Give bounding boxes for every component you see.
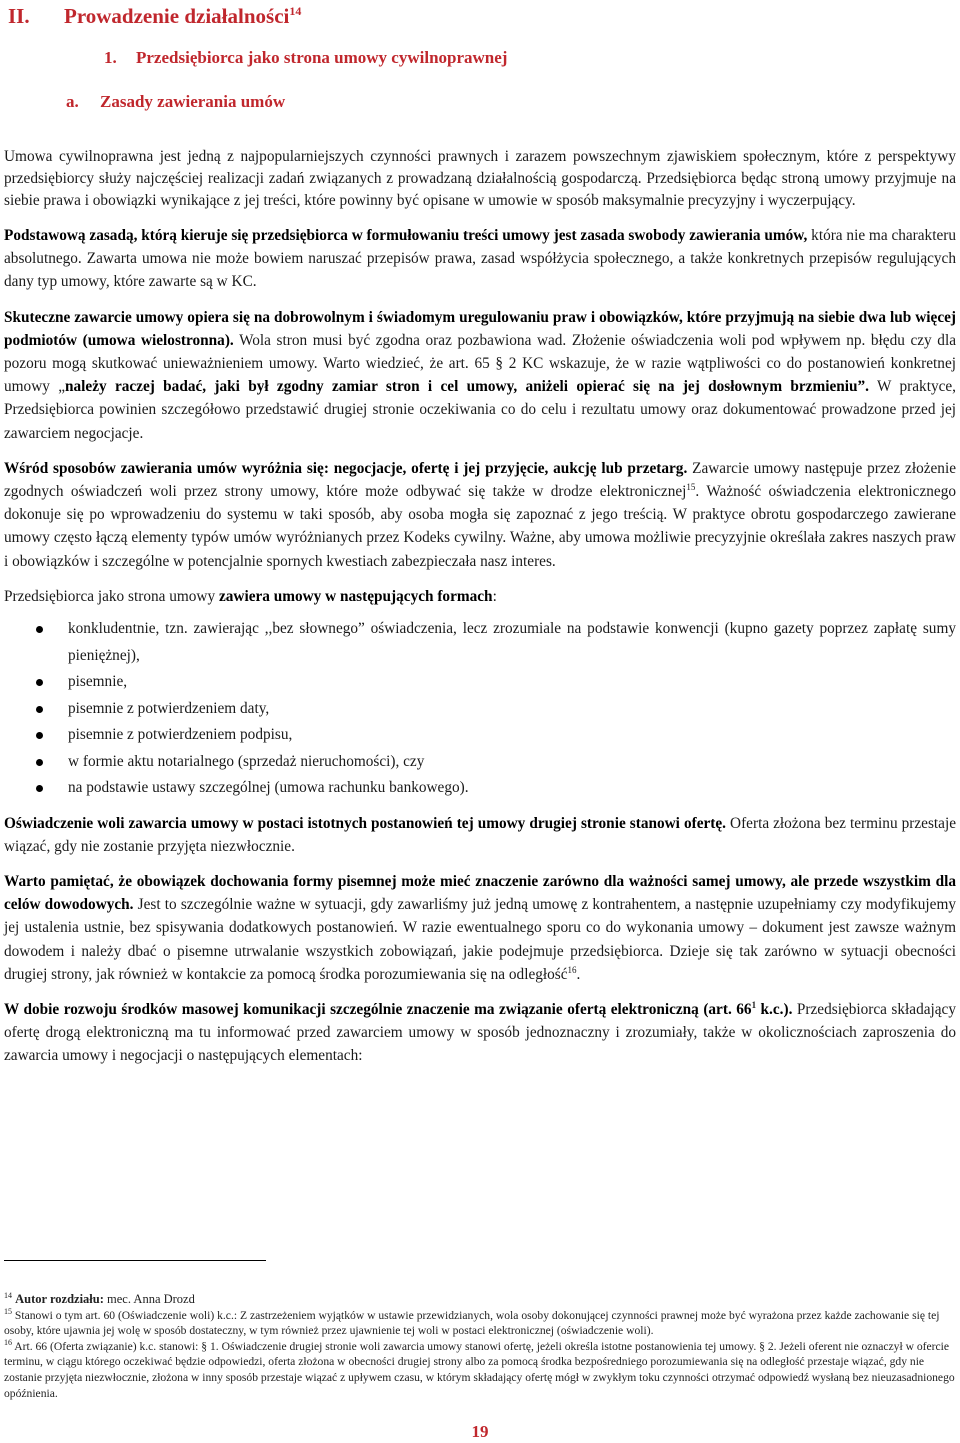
- footnote-divider: [4, 1260, 266, 1261]
- footnote-text: Art. 66 (Oferta związanie) k.c. stanowi: § 1. Oświadczenie drugiej stronie woli zawarcia umowy stanowi ofertę, jeżeli określa istotne postanowienia tej umowy. § 2. Jeżeli oferent nie oznaczył w ofercie terminu, w ciągu którego oczekiwać będzie odpowiedzi, oferta złożona w obecności drugiej strony albo za pomocą środka bezpośredniego porozumiewania się na odległość przestaje wiązać, gdy nie zostanie przyjęta niezwłocznie, złożona w inny sposób przestaje wiązać z upływem czasu, w którym składający ofertę mógł w zwykłym toku czynności otrzymać odpowiedź wysłaną bez nieuzasadnionego opóźnienia.: [4, 1339, 955, 1400]
- paragraph-3-bold-2: należy raczej badać, jaki był zgodny zamiar stron i cel umowy, aniżeli opierać się na jej dosłownym brzmieniu”.: [65, 378, 869, 396]
- list-item-text: pisemnie z potwierdzeniem daty,: [68, 699, 270, 717]
- bullet-icon: [36, 706, 43, 713]
- paragraph-7-tail: .: [576, 965, 581, 983]
- paragraph-7-bold: Warto pamiętać, że obowiązek dochowania formy pisemnej może mieć znaczenie zarówno dla ważności samej umowy, ale przede wszystkim dla celów dowodowych.: [4, 872, 956, 914]
- footnote-number: 14: [4, 1290, 12, 1300]
- list-item-text: na podstawie ustawy szczególnej (umowa rachunku bankowego).: [68, 779, 469, 797]
- paragraph-3: [4, 306, 956, 445]
- footnote-number: 16: [4, 1337, 12, 1347]
- subsection-number: a.: [66, 92, 79, 111]
- paragraph-5-bold: zawiera umowy w następujących formach: [218, 587, 493, 605]
- bullet-icon: [36, 732, 43, 739]
- paragraph-2-text: która nie ma charakteru absolutnego. Zawarta umowa nie może bowiem naruszać przepisów prawa, zasad współżycia społecznego, a także konkretnych przepisów regulujących dany typ umowy, które zawarte są w KC.: [4, 227, 956, 291]
- paragraph-8-sup: 1: [751, 999, 757, 1010]
- body-text: [4, 146, 956, 1080]
- footnote-label: Autor rozdziału:: [15, 1292, 104, 1306]
- chapter-heading: [8, 4, 301, 29]
- paragraph-5-tail: :: [492, 587, 497, 605]
- paragraph-4-text-2: . Ważność oświadczenia elektronicznego dokonuje się po wprowadzeniu do systemu w taki sposób, aby osoba mogła się zapoznać z jego treścią. W praktyce obrotu gospodarczego zawierane umowy często łączą elementy typów umów wyróżnianych przez Kodeks cywilny. Ważne, aby umowa możliwie precyzyjnie określała zakres naszych praw i obowiązków i szczególne w potencjalnie spornych kwestiach zabezpieczała nasz interes.: [4, 483, 956, 570]
- list-item-text: w formie aktu notarialnego (sprzedaż nieruchomości), czy: [68, 752, 425, 770]
- paragraph-4-text-1: Zawarcie umowy następuje przez złożenie zgodnych oświadczeń woli przez strony umowy, które może odbywać się także w drodze elektronicznej: [4, 459, 956, 501]
- chapter-title: Prowadzenie działalności: [64, 4, 290, 28]
- subsection-heading: [66, 92, 285, 112]
- list-item: [4, 722, 956, 749]
- paragraph-3-text-2: W praktyce, Przedsiębiorca powinien szczegółowo przedstawić drugiej stronie oczekiwania co do celu i rezultatu umowy oraz dokumentować prowadzone przed jej zawarciem negocjacje.: [4, 378, 956, 442]
- section-title: Przedsiębiorca jako strona umowy cywilnoprawnej: [136, 48, 508, 67]
- paragraph-4-bold: Wśród sposobów zawierania umów wyróżnia się: negocjacje, ofertę i jej przyjęcie, aukcję lub przetarg.: [4, 459, 688, 477]
- paragraph-3-bold-1: Skuteczne zawarcie umowy opiera się na dobrowolnym i świadomym uregulowaniu praw i obowiązków, które przyjmują na siebie dwa lub więcej podmiotów (umowa wielostronna).: [4, 308, 956, 349]
- paragraph-8: [4, 998, 956, 1068]
- paragraph-5-text: Przedsiębiorca jako strona umowy: [4, 587, 219, 605]
- list-item: [4, 669, 956, 696]
- list-item: [4, 616, 956, 669]
- list-item: [4, 775, 956, 802]
- paragraph-2-bold: Podstawową zasadą, którą kieruje się przedsiębiorca w formułowaniu treści umowy jest zasada swobody zawierania umów,: [4, 227, 808, 244]
- bullet-icon: [36, 759, 43, 766]
- footnote-ref-15: 15: [686, 481, 696, 492]
- paragraph-1: [4, 146, 956, 212]
- list-item-text: pisemnie,: [68, 673, 128, 691]
- paragraph-8-bold-2: k.c.).: [756, 1000, 793, 1018]
- footnote-number: 15: [4, 1306, 12, 1316]
- footnote-ref-14: 14: [289, 4, 302, 18]
- paragraph-2: [4, 224, 956, 294]
- bullet-icon: [36, 626, 43, 633]
- footnotes: [4, 1292, 956, 1401]
- list-item-text: konkludentnie, tzn. zawierając ,,bez słownego” oświadczenia, lecz zrozumiale na podstawie konwencji (kupno gazety poprzez zapłatę sumy pieniężnej),: [68, 620, 956, 664]
- paragraph-6: [4, 812, 956, 858]
- subsection-title: Zasady zawierania umów: [100, 92, 286, 111]
- section-heading: [104, 48, 507, 68]
- paragraph-1-text: Umowa cywilnoprawna jest jedną z najpopularniejszych czynności prawnych i zarazem powszechnym zjawiskiem społecznym, które z perspektywy przedsiębiorcy służy najczęściej realizacji zadań związanych z prowadzaną działalnością gospodarczą. Przedsiębiorca będąc stroną umowy przyjmuje na siebie prawa i obowiązki wynikające z jej treści, które powinny być opisane w umowie w sposób maksymalnie precyzyjny i wyczerpujący.: [4, 148, 956, 209]
- chapter-number: II.: [8, 4, 30, 28]
- paragraph-6-text: Oferta złożona bez terminu przestaje wiązać, gdy nie zostanie przyjęta niezwłocznie.: [4, 814, 956, 855]
- paragraph-5: [4, 585, 956, 608]
- footnote-15: [4, 1308, 956, 1339]
- page-number: 19: [471, 1422, 489, 1441]
- footnote-16: [4, 1339, 956, 1401]
- footnote-ref-16: 16: [567, 964, 577, 975]
- footnote-text: Stanowi o tym art. 60 (Oświadczenie woli) k.c.: Z zastrzeżeniem wyjątków w ustawie przewidzianych, wola osoby dokonującej czynności prawnej może być wyrażona przez każde zachowanie się tej osoby, które ujawnia jej wolę w sposób dostateczny, w tym również przez ujawnienie tej woli w postaci elektronicznej (oświadczenie woli).: [4, 1308, 940, 1338]
- section-number: 1.: [104, 48, 117, 67]
- list-item: [4, 696, 956, 723]
- bullet-icon: [36, 679, 43, 686]
- paragraph-3-text-1: Wola stron musi być zgodna oraz pozbawiona wad. Złożenie oświadczenia woli pod wpływem np. błędu czy dla pozoru mogą skutkować unieważnieniem umowy. Warto wiedzieć, że art. 65 § 2 KC wskazuje, że w razie wątpliwości co do postanowień konkretnej umowy „: [4, 331, 956, 396]
- bullet-icon: [36, 785, 43, 792]
- paragraph-7-text: Jest to szczególnie ważne w sytuacji, gdy zawarliśmy już jedną umowę z kontrahentem, a następnie uzupełniamy czy modyfikujemy jej ustalenia ustnie, bez spisywania dodatkowych postanowień. W razie ewentualnego sporu co do wykonania umowy – dokument jest zawsze ważnym dowodem i należy dbać o pisemne utrwalanie wszystkich zobowiązań, jakie podejmuje przedsiębiorca. Dzieje się tak zarówno w sytuacji obecności drugiej strony, jak również w kontakcie za pomocą środka porozumiewania się na odległość: [4, 896, 956, 983]
- footnote-text: mec. Anna Drozd: [103, 1292, 195, 1306]
- paragraph-6-bold: Oświadczenie woli zawarcia umowy w postaci istotnych postanowień tej umowy drugiej stronie stanowi ofertę.: [4, 814, 726, 832]
- contract-forms-list: [4, 616, 956, 802]
- footnote-14: [4, 1292, 956, 1308]
- paragraph-4: [4, 457, 956, 573]
- paragraph-7: [4, 870, 956, 986]
- paragraph-8-text: Przedsiębiorca składający ofertę drogą elektroniczną ma tu informować przed zawarciem umowy w sposób jednoznaczny i zrozumiały, także w okolicznościach zaproszenia do zawarcia umowy i negocjacji o następujących elementach:: [4, 1000, 956, 1065]
- list-item: [4, 749, 956, 776]
- list-item-text: pisemnie z potwierdzeniem podpisu,: [68, 726, 293, 744]
- paragraph-8-bold-1: W dobie rozwoju środków masowej komunikacji szczególnie znaczenie ma związanie ofertą elektroniczną (art. 66: [4, 1000, 752, 1018]
